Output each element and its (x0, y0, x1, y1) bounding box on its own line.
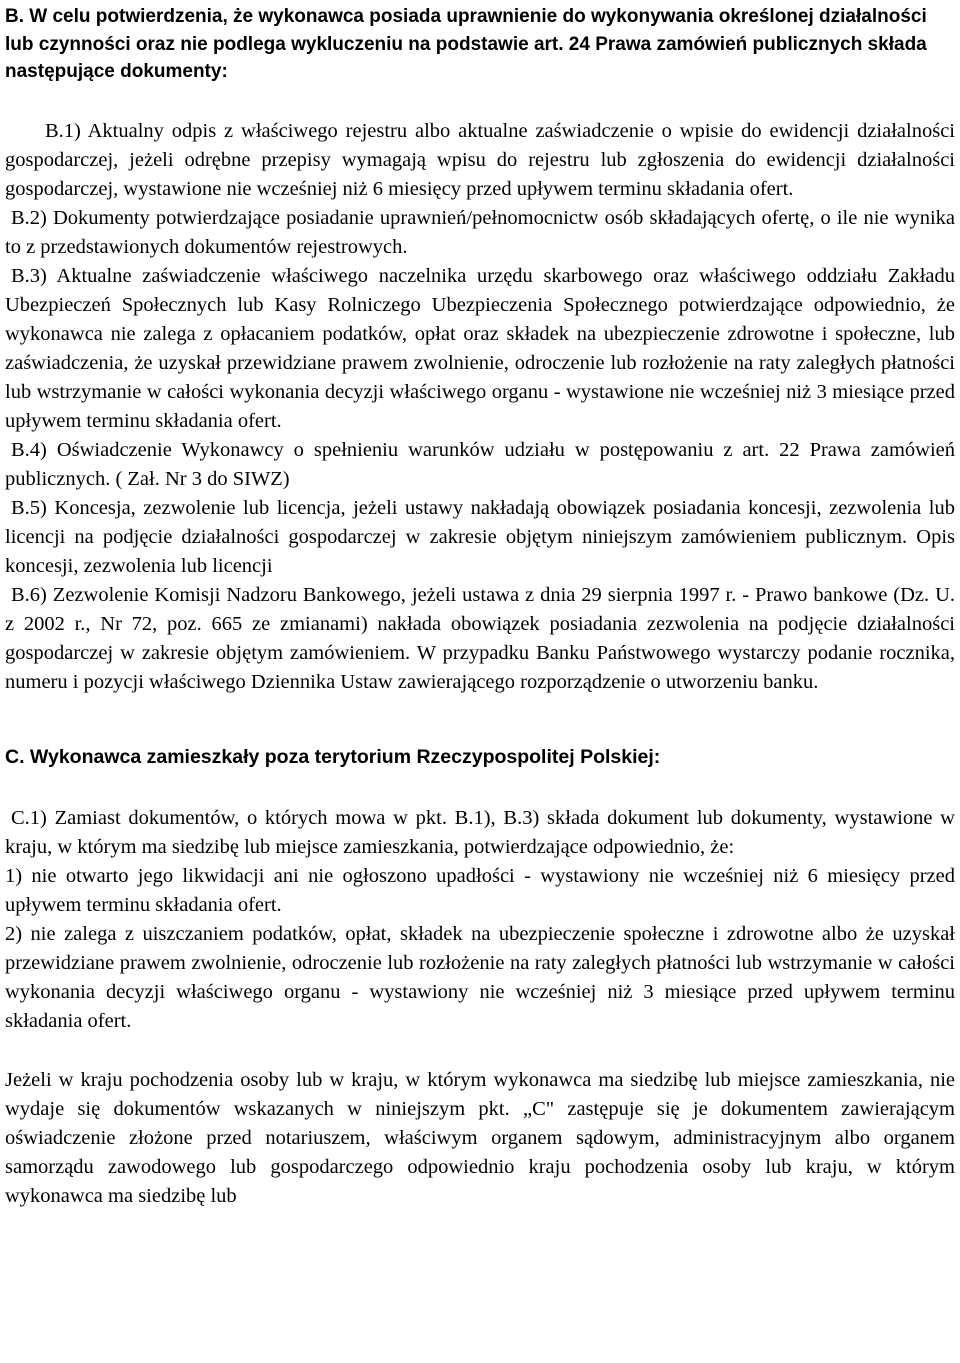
section-b-items (5, 117, 955, 697)
item-b3: B.3) Aktualne zaświadczenie właściwego naczelnika urzędu skarbowego oraz właściwego oddziału Zakładu Ubezpieczeń Społecznych lub Kasy Rolniczego Ubezpieczenia Społecznego potwierdzające odpowiednio, że wykonawca nie zalega z opłacaniem podatków, opłat oraz składek na ubezpieczenie zdrowotne i społeczne, lub zaświadczenia, że uzyskał przewidziane prawem zwolnienie, odroczenie lub rozłożenie na raty zaległych płatności lub wstrzymanie w całości wykonania decyzji właściwego organu - wystawione nie wcześniej niż 3 miesiące przed upływem terminu składania ofert. (5, 264, 955, 432)
item-b4: B.4) Oświadczenie Wykonawcy o spełnieniu warunków udziału w postępowaniu z art. 22 Prawa zamówień publicznych. ( Zał. Nr 3 do SIWZ) (5, 438, 955, 490)
item-b5: B.5) Koncesja, zezwolenie lub licencja, jeżeli ustawy nakładają obowiązek posiadania koncesji, zezwolenia lub licencji na podjęcie działalności gospodarczej w zakresie objętym niniejszym zamówieniem publicznym. Opis koncesji, zezwolenia lub licencji (5, 496, 955, 577)
item-b1: B.1) Aktualny odpis z właściwego rejestru albo aktualne zaświadczenie o wpisie do ewidencji działalności gospodarczej, jeżeli odrębne przepisy wymagają wpisu do rejestru lub zgłoszenia do ewidencji działalności gospodarczej, wystawione nie wcześniej niż 6 miesięcy przed upływem terminu składania ofert. (5, 119, 955, 200)
item-b6: B.6) Zezwolenie Komisji Nadzoru Bankowego, jeżeli ustawa z dnia 29 sierpnia 1997 r. - Prawo bankowe (Dz. U. z 2002 r., Nr 72, poz. 665 ze zmianami) nakłada obowiązek posiadania zezwolenia na podjęcie działalności gospodarczej w zakresie objętym zamówieniem. W przypadku Banku Państwowego wystarczy podanie rocznika, numeru i pozycji właściwego Dziennika Ustaw zawierającego rozporządzenie o utworzeniu banku. (5, 583, 955, 693)
closing-paragraph: Jeżeli w kraju pochodzenia osoby lub w kraju, w którym wykonawca ma siedzibę lub miejsce zamieszkania, nie wydaje się dokumentów wskazanych w niniejszym pkt. „C" zastępuje się je dokumentem zawierającym oświadczenie złożone przed notariuszem, właściwym organem sądowym, administracyjnym albo organem samorządu zawodowego lub gospodarczego odpowiednio kraju pochodzenia osoby lub kraju, w którym wykonawca ma siedzibę lub (5, 1068, 955, 1207)
item-c1-point-2: 2) nie zalega z uiszczaniem podatków, opłat, składek na ubezpieczenie społeczne i zdrowotne albo że uzyskał przewidziane prawem zwolnienie, odroczenie lub rozłożenie na raty zaległych płatności lub wstrzymanie w całości wykonania decyzji właściwego organu - wystawiony nie wcześniej niż 3 miesiące przed upływem terminu składania ofert. (5, 922, 955, 1032)
item-c1-point-1: 1) nie otwarto jego likwidacji ani nie ogłoszono upadłości - wystawiony nie wcześniej niż 6 miesięcy przed upływem terminu składania ofert. (5, 864, 955, 916)
section-b-heading: B. W celu potwierdzenia, że wykonawca posiada uprawnienie do wykonywania określonej działalności lub czynności oraz nie podlega wykluczeniu na podstawie art. 24 Prawa zamówień publicznych składa następujące dokumenty: (5, 6, 927, 82)
item-b2: B.2) Dokumenty potwierdzające posiadanie uprawnień/pełnomocnictw osób składających ofertę, o ile nie wynika to z przedstawionych dokumentów rejestrowych. (5, 206, 955, 258)
section-c-heading: C. Wykonawca zamieszkały poza terytorium Rzeczypospolitej Polskiej: (5, 745, 661, 768)
section-c-body (5, 804, 955, 1036)
document-page (5, 0, 955, 1211)
item-c1-intro: C.1) Zamiast dokumentów, o których mowa w pkt. B.1), B.3) składa dokument lub dokumenty, wystawione w kraju, w którym ma siedzibę lub miejsce zamieszkania, potwierdzające odpowiednio, że: (5, 806, 955, 858)
